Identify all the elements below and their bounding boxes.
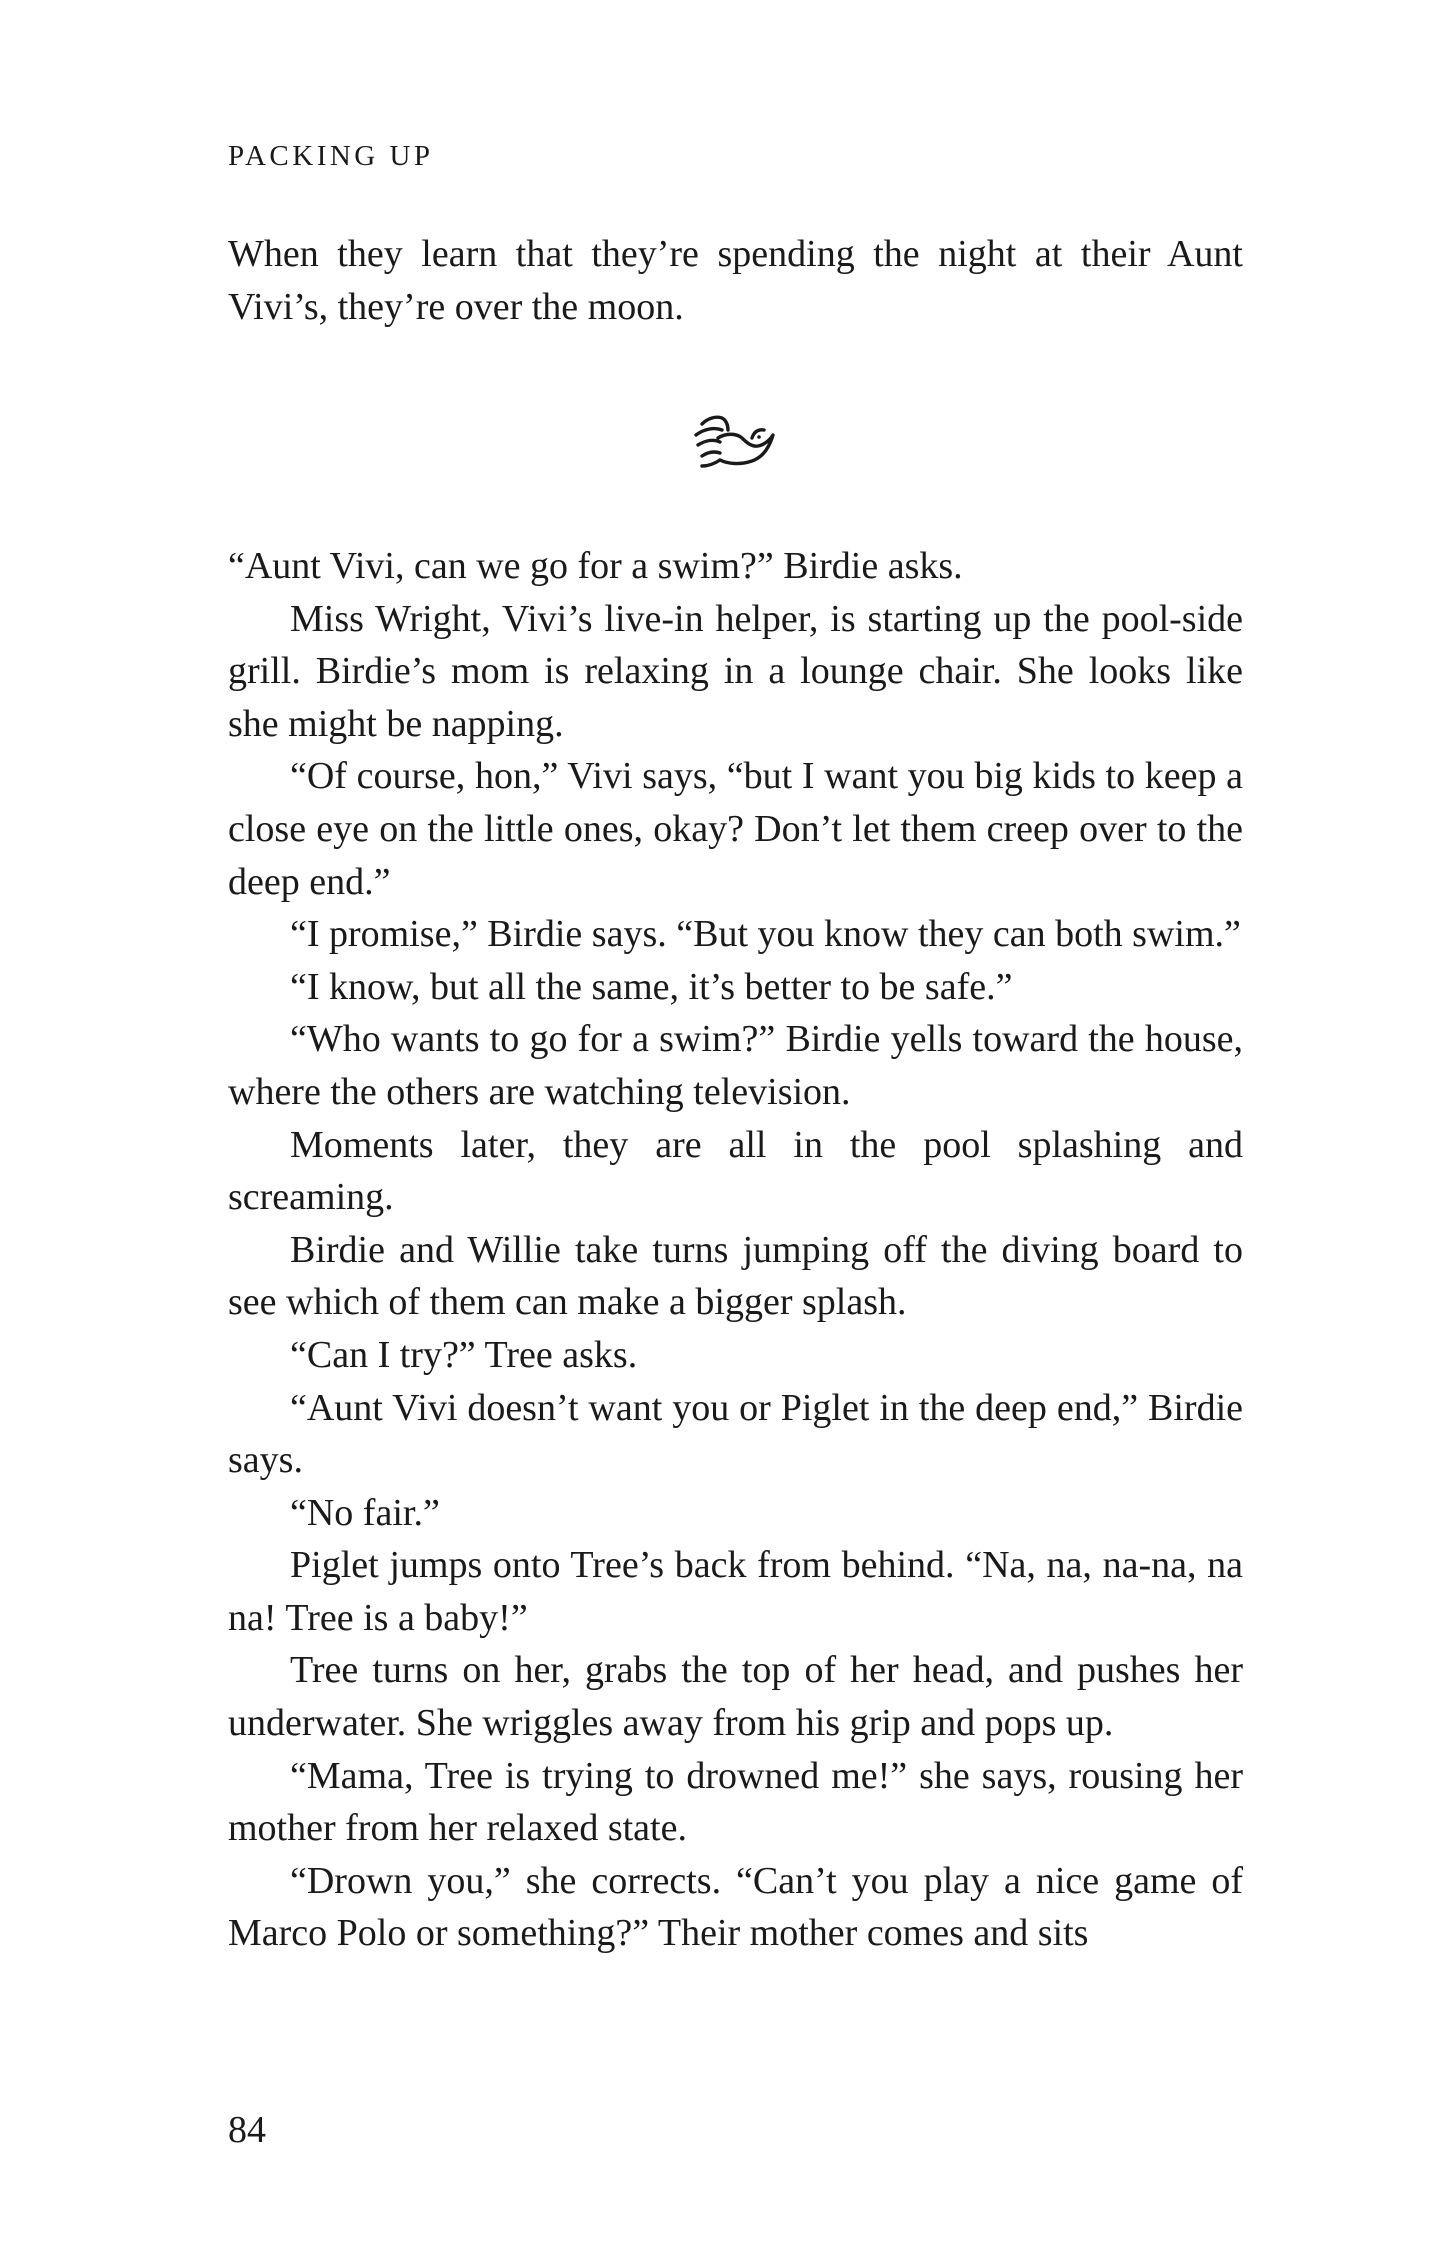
paragraph: “Aunt Vivi doesn’t want you or Piglet in the deep end,” Birdie says. [228, 1386, 1243, 1482]
paragraph: When they learn that they’re spending the night at their Aunt Vivi’s, they’re over the moon. [228, 233, 1243, 328]
paragraph: Miss Wright, Vivi’s live-in helper, is starting up the pool-side grill. Birdie’s mom is relaxing in a lounge chair. She looks like she might be napping. [228, 597, 1243, 745]
paragraph: Tree turns on her, grabs the top of her head, and pushes her underwater. She wriggles away from his grip and pops up. [228, 1649, 1243, 1745]
paragraph: Piglet jumps onto Tree’s back from behind. “Na, na, na-na, na na! Tree is a baby!” [228, 1544, 1243, 1639]
paragraph: “No fair.” [290, 1491, 440, 1534]
section-one-text [228, 228, 1243, 333]
paragraph: Moments later, they are all in the pool splashing and screaming. [228, 1123, 1243, 1219]
paragraph: “Can I try?” Tree asks. [290, 1333, 638, 1376]
paragraph: “I promise,” Birdie says. “But you know they can both swim.” [290, 913, 1241, 956]
paragraph: “Of course, hon,” Vivi says, “but I want you big kids to keep a close eye on the little ones, okay? Don’t let them creep over to the deep end.” [228, 755, 1243, 903]
page-number: 84 [228, 2109, 266, 2151]
bird-ornament-icon [692, 408, 776, 474]
paragraph: “Who wants to go for a swim?” Birdie yells toward the house, where the others are watching television. [228, 1018, 1243, 1113]
running-head: PACKING UP [228, 140, 434, 172]
section-two-text [228, 540, 1243, 1960]
paragraph: “Drown you,” she corrects. “Can’t you play a nice game of Marco Polo or something?” Their mother comes and sits [228, 1859, 1243, 1955]
paragraph: “Mama, Tree is trying to drowned me!” she says, rousing her mother from her relaxed state. [228, 1754, 1243, 1850]
paragraph: Birdie and Willie take turns jumping off the diving board to see which of them can make a bigger splash. [228, 1228, 1243, 1324]
paragraph: “I know, but all the same, it’s better to be safe.” [290, 965, 1013, 1008]
paragraph: “Aunt Vivi, can we go for a swim?” Birdie asks. [228, 545, 963, 587]
